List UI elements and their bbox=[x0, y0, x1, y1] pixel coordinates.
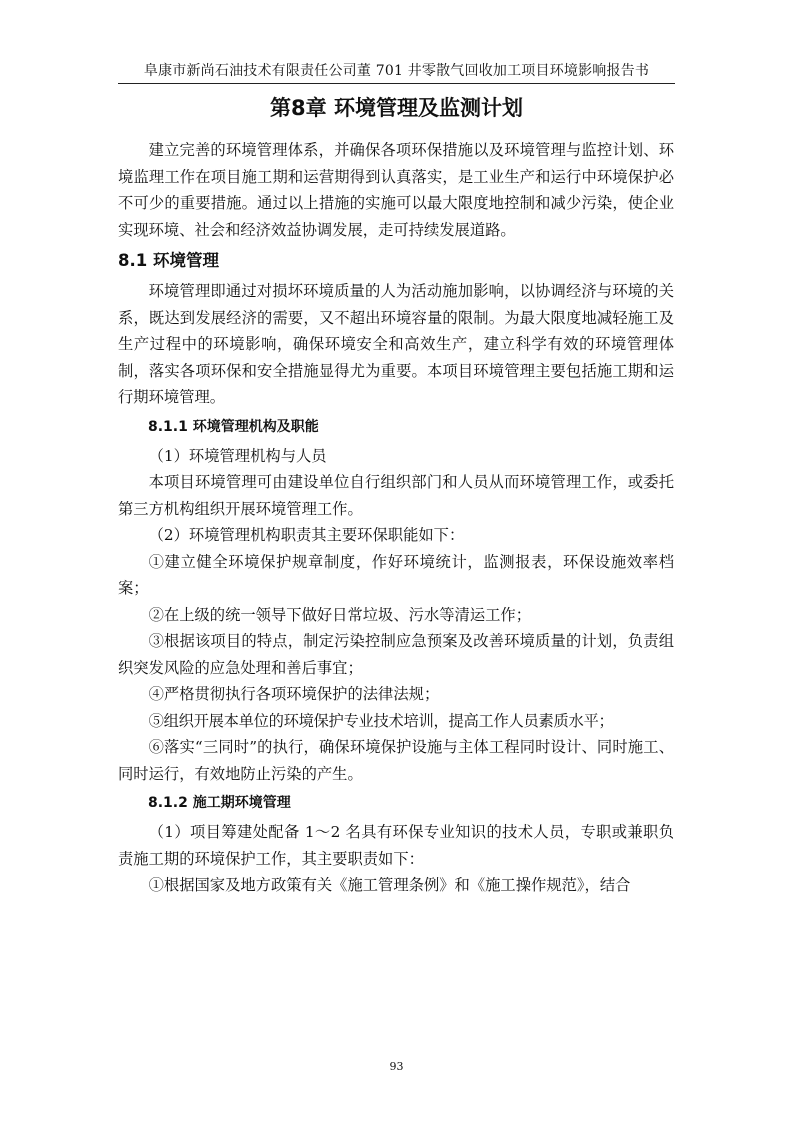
item-1-paragraph: 本项目环境管理可由建设单位自行组织部门和人员从而环境管理工作，或委托第三方机构组织开展环境管理工作。 bbox=[118, 473, 674, 518]
duty-item: ④严格贯彻执行各项环境保护的法律法规； bbox=[148, 685, 440, 703]
section-8-1-paragraph: 环境管理即通过对损坏环境质量的人为活动施加影响，以协调经济与环境的关系，既达到发展经济的需要，又不超出环境容量的限制。为最大限度地减轻施工及生产过程中的环境影响，确保环境安全和高效生产，建立科学有效的环境管理体制，落实各项环保和安全措施显得尤为重要。本项目环境管理主要包括施工期和运行期环境管理。 bbox=[118, 282, 674, 406]
duty-item: ⑥落实“三同时”的执行，确保环境保护设施与主体工程同时设计、同时施工、同时运行，有效地防止污染的产生。 bbox=[118, 738, 674, 783]
chapter-title: 第8章 环境管理及监测计划 bbox=[270, 96, 523, 120]
construction-duty-1: ①根据国家及地方政策有关《施工管理条例》和《施工操作规范》，结合 bbox=[148, 876, 631, 894]
section-8-1-heading: 8.1 环境管理 bbox=[118, 251, 219, 270]
duty-item: ①建立健全环境保护规章制度，作好环境统计，监测报表，环保设施效率档案； bbox=[118, 552, 674, 597]
page-number: 93 bbox=[389, 1060, 404, 1073]
section-8-1-1-heading: 8.1.1 环境管理机构及职能 bbox=[148, 418, 319, 435]
body-content bbox=[118, 137, 674, 899]
running-header: 阜康市新尚石油技术有限责任公司董 701 井零散气回收加工项目环境影响报告书 bbox=[143, 63, 650, 79]
duty-item: ⑤组织开展本单位的环境保护专业技术培训，提高工作人员素质水平； bbox=[148, 711, 614, 730]
duty-item: ③根据该项目的特点，制定污染控制应急预案及改善环境质量的计划，负责组织突发风险的应急处理和善后事宜； bbox=[118, 632, 674, 677]
item-1-title: （1）环境管理机构与人员 bbox=[148, 446, 327, 465]
section-8-1-2-heading: 8.1.2 施工期环境管理 bbox=[148, 795, 291, 811]
intro-paragraph: 建立完善的环境管理体系，并确保各项环保措施以及环境管理与监控计划、环境监理工作在项目施工期和运营期得到认真落实，是工业生产和运行中环境保护必不可少的重要措施。通过以上措施的实施可以最大限度地控制和减少污染，使企业实现环境、社会和经济效益协调发展，走可持续发展道路。 bbox=[118, 141, 674, 239]
header-divider bbox=[118, 83, 675, 84]
construction-item-1: （1）项目筹建处配备 1～2 名具有环保专业知识的技术人员，专职或兼职负责施工期的环境保护工作，其主要职责如下： bbox=[118, 823, 674, 868]
duty-item: ②在上级的统一领导下做好日常垃圾、污水等清运工作； bbox=[148, 605, 532, 624]
item-2-title: （2）环境管理机构职责其主要环保职能如下： bbox=[148, 526, 465, 544]
